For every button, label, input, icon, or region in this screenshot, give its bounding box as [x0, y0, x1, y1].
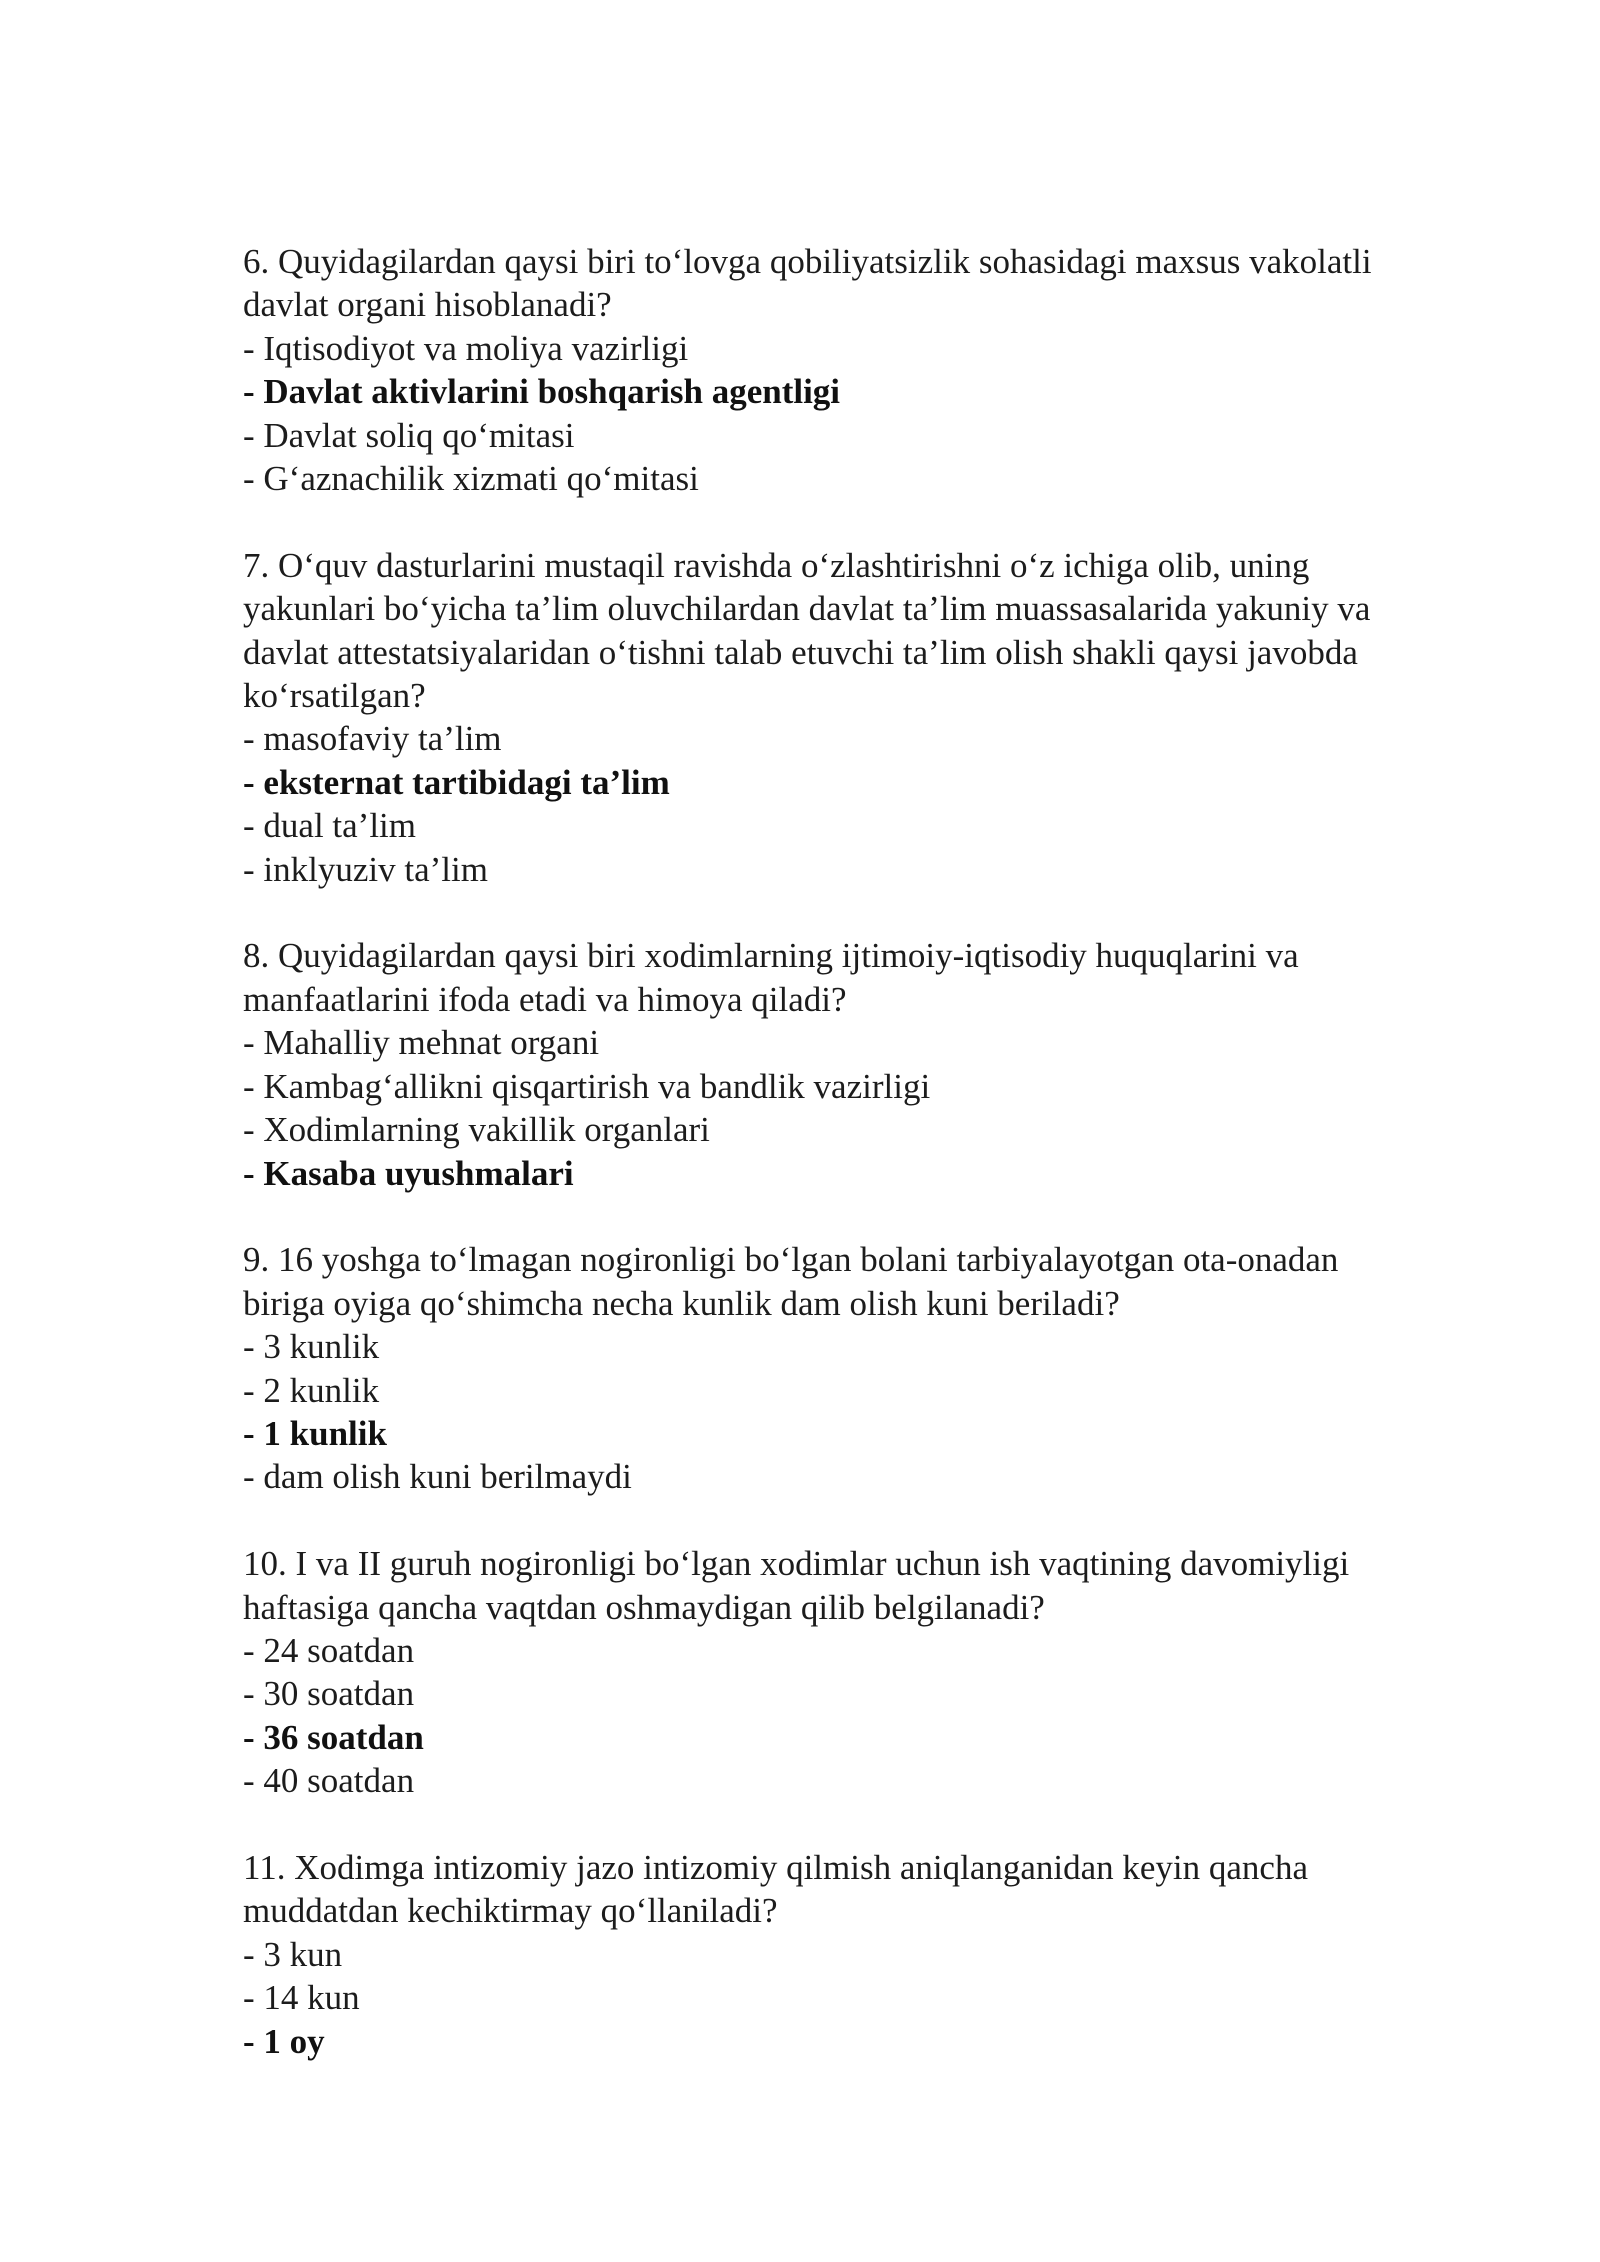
answer-option: - G‘aznachilik xizmati qo‘mitasi — [243, 459, 699, 499]
answer-option-correct: - eksternat tartibidagi ta’lim — [243, 762, 670, 802]
answer-option-correct: - 1 oy — [243, 2021, 325, 2061]
question-block — [243, 544, 1393, 891]
answer-option: - 24 soatdan — [243, 1630, 415, 1670]
answer-option-correct: - Davlat aktivlarini boshqarish agentligi — [243, 372, 841, 412]
answer-option-correct: - 36 soatdan — [243, 1717, 424, 1757]
answer-option: - 14 kun — [243, 1978, 360, 2018]
question-text: 9. 16 yoshga to‘lmagan nogironligi bo‘lgan bolani tarbiyalayotgan ota-onadan biriga oyiga qo‘shimcha necha kunlik dam olish kuni beriladi? — [243, 1240, 1339, 1323]
answer-option: - Davlat soliq qo‘mitasi — [243, 415, 575, 455]
answer-option-correct: - Kasaba uyushmalari — [243, 1153, 574, 1193]
answer-option: - dam olish kuni berilmaydi — [243, 1457, 632, 1497]
question-text: 7. O‘quv dasturlarini mustaqil ravishda o‘zlashtirishni o‘z ichiga olib, uning yakunlari bo‘yicha ta’lim oluvchilardan davlat ta’lim muassasalarida yakuniy va davlat attestatsiyalaridan o‘tishni talab etuvchi ta’lim olish shakli qaysi javobda ko‘rsatilgan? — [243, 545, 1371, 716]
answer-option: - Iqtisodiyot va moliya vazirligi — [243, 328, 689, 368]
answer-option: - Xodimlarning vakillik organlari — [243, 1110, 710, 1150]
answer-option: - 3 kun — [243, 1934, 343, 1974]
question-block — [243, 240, 1393, 500]
question-block — [243, 1846, 1393, 2063]
answer-option-correct: - 1 kunlik — [243, 1413, 387, 1453]
question-text: 6. Quyidagilardan qaysi biri to‘lovga qobiliyatsizlik sohasidagi maxsus vakolatli davlat organi hisoblanadi? — [243, 242, 1372, 325]
question-block — [243, 934, 1393, 1194]
question-block — [243, 1238, 1393, 1498]
answer-option: - Mahalliy mehnat organi — [243, 1023, 600, 1063]
question-text: 10. I va II guruh nogironligi bo‘lgan xodimlar uchun ish vaqtining davomiyligi haftasiga qancha vaqtdan oshmaydigan qilib belgilanadi? — [243, 1544, 1350, 1627]
answer-option: - dual ta’lim — [243, 806, 417, 846]
question-list — [243, 240, 1393, 2063]
question-text: 11. Xodimga intizomiy jazo intizomiy qilmish aniqlanganidan keyin qancha muddatdan kechiktirmay qo‘llaniladi? — [243, 1847, 1309, 1931]
question-block — [243, 1542, 1393, 1802]
answer-option: - Kambag‘allikni qisqartirish va bandlik vazirligi — [243, 1066, 931, 1106]
answer-option: - 40 soatdan — [243, 1761, 415, 1801]
answer-option: - 3 kunlik — [243, 1327, 380, 1367]
document-page — [243, 240, 1393, 2106]
answer-option: - 2 kunlik — [243, 1370, 380, 1410]
answer-option: - inklyuziv ta’lim — [243, 849, 488, 889]
answer-option: - masofaviy ta’lim — [243, 719, 502, 759]
answer-option: - 30 soatdan — [243, 1674, 415, 1714]
question-text: 8. Quyidagilardan qaysi biri xodimlarning ijtimoiy-iqtisodiy huquqlarini va manfaatlarini ifoda etadi va himoya qiladi? — [243, 936, 1299, 1019]
